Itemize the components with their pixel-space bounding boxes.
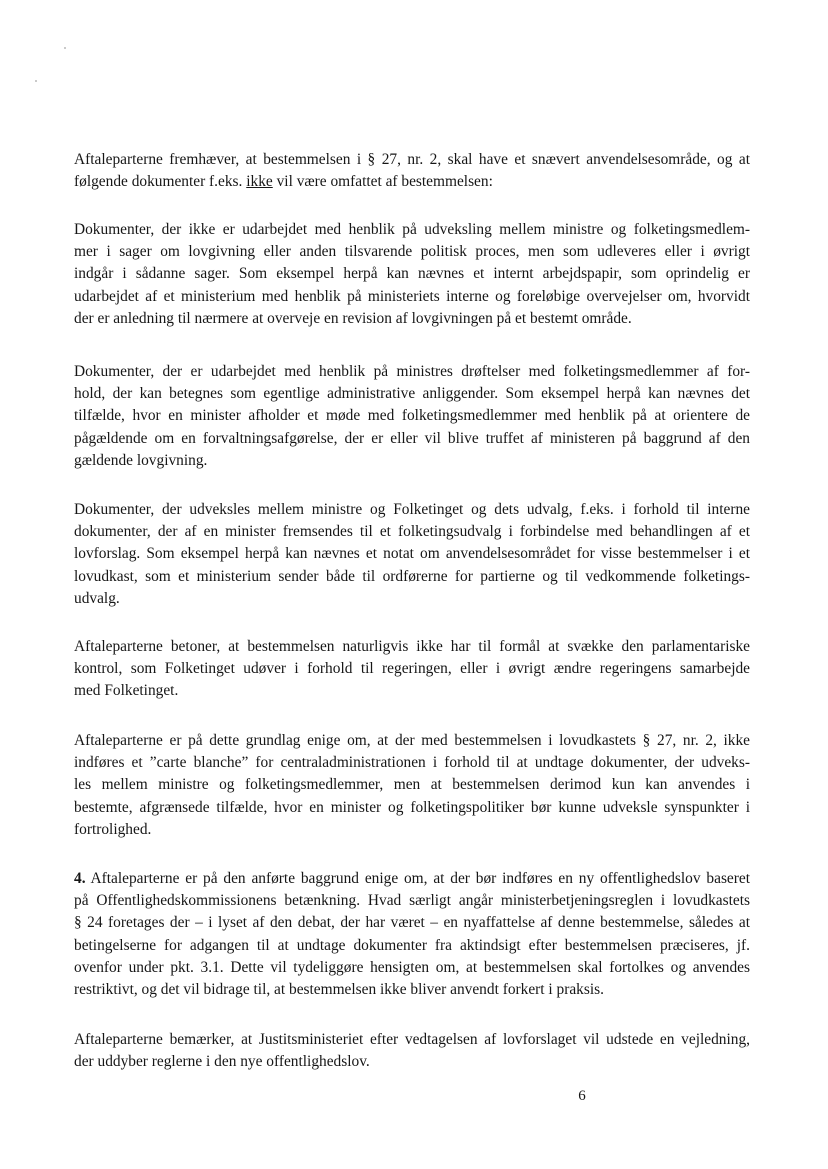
text-run: der er anledning til nærmere at overveje en revision af lovgivningen på et bestemt område. [74, 309, 632, 327]
text-line [74, 680, 750, 702]
text-line [74, 219, 750, 241]
underlined-text: ikke [246, 173, 273, 191]
text-line [74, 1029, 750, 1051]
text-line [74, 428, 750, 450]
text-run: bestemte, afgrænsede tilfælde, hvor en minister og folketingspolitiker bør kunne udveksle synspunkter i [74, 798, 750, 816]
text-run: lovudkast, som et ministerium sender både til ordførerne for partierne og til vedkommende folketings- [74, 567, 750, 585]
text-run: mer i sager om lovgivning eller anden tilsvarende politisk proces, men som udleveres eller i øvrigt [74, 243, 750, 261]
text-run: gældende lovgivning. [74, 451, 208, 469]
text-run: indføres et ”carte blanche” for centraladministrationen i forhold til at undtage dokumenter, der udveks- [74, 754, 750, 772]
text-run: Aftaleparterne er på dette grundlag enige om, at der med bestemmelsen i lovudkastets § 27, nr. 2, ikke [74, 732, 750, 749]
text-line [74, 543, 750, 565]
text-line [74, 730, 750, 752]
text-line [74, 1051, 750, 1073]
paragraph [74, 636, 750, 703]
text-run: Aftaleparterne fremhæver, at bestemmelsen i § 27, nr. 2, skal have et snævert anvendelsesområde, og at [74, 151, 750, 168]
text-line [74, 149, 750, 171]
text-run: hold, der kan betegnes som egentlige administrative anliggender. Som eksempel herpå kan nævnes det [74, 385, 750, 403]
text-run: Dokumenter, der udveksles mellem ministre og Folketinget og dets udvalg, f.eks. i forhold til interne [74, 501, 750, 518]
text-run: restriktivt, og det vil bidrage til, at bestemmelsen ikke bliver anvendt forkert i praksis. [74, 981, 604, 999]
text-line [74, 450, 750, 472]
text-line [74, 752, 750, 774]
text-line [74, 566, 750, 588]
text-run: dokumenter, der af en minister fremsendes til et folketingsudvalg i forbindelse med behandlingen af et [74, 523, 750, 541]
text-line [74, 868, 750, 890]
page-number: 6 [578, 1088, 586, 1104]
text-run: Aftaleparterne bemærker, at Justitsministeriet efter vedtagelsen af lovforslaget vil udstede en vejledning, [74, 1031, 750, 1048]
text-line [74, 912, 750, 934]
paragraph [74, 1029, 750, 1073]
text-run: udarbejdet af et ministerium med henblik på ministeriets interne og foreløbige overvejelser om, hvorvidt [74, 287, 750, 305]
scan-speck [35, 80, 37, 82]
text-line [74, 957, 750, 979]
text-line [74, 308, 750, 330]
text-line [74, 263, 750, 285]
text-run: § 24 foretages der – i lyset af den debat, der har været – en nyaffattelse af denne bestemmelse, således at [74, 914, 750, 932]
text-line [74, 405, 750, 427]
text-line [74, 499, 750, 521]
paragraph [74, 499, 750, 610]
text-line [74, 797, 750, 819]
text-run: betingelserne for adgangen til at undtage dokumenter fra aktindsigt efter bestemmelsen præciseres, jf. [74, 936, 750, 954]
paragraph [74, 730, 750, 841]
text-line [74, 361, 750, 383]
paragraph [74, 219, 750, 330]
text-run: tilfælde, hvor en minister afholder et møde med folketingsmedlemmer med henblik på at orientere de [74, 407, 750, 425]
text-run: følgende dokumenter f.eks. [74, 173, 247, 191]
text-line [74, 286, 750, 308]
text-line [74, 636, 750, 658]
paragraph [74, 868, 750, 1001]
text-line [74, 774, 750, 796]
paragraph [74, 361, 750, 472]
text-run: udvalg. [74, 589, 120, 607]
text-run: Aftaleparterne betoner, at bestemmelsen naturligvis ikke har til formål at svække den parlamentariske [74, 638, 750, 655]
text-run: med Folketinget. [74, 682, 179, 700]
text-run: lovforslag. Som eksempel herpå kan nævnes et notat om anvendelsesområdet for visse bestemmelser i et [74, 545, 750, 563]
text-line [74, 979, 750, 1001]
text-run: på Offentlighedskommissionens betænkning. Hvad særligt angår ministerbetjeningsreglen i lovudkastets [74, 892, 750, 910]
text-line [74, 588, 750, 610]
text-run: Dokumenter, der ikke er udarbejdet med henblik på udveksling mellem ministre og folketingsmedlem- [74, 221, 750, 238]
text-line [74, 658, 750, 680]
text-run: kontrol, som Folketinget udøver i forhold til regeringen, eller i øvrigt ændre regeringens samarbejde [74, 660, 750, 678]
text-run: Aftaleparterne er på den anførte baggrund enige om, at der bør indføres en ny offentlighedslov baseret [85, 870, 750, 887]
text-run: ovenfor under pkt. 3.1. Dette vil tydeliggøre hensigten om, at bestemmelsen skal fortolkes og anvendes [74, 958, 750, 976]
text-run: les mellem ministre og folketingsmedlemmer, men at bestemmelsen derimod kun kan anvendes i [74, 776, 750, 794]
text-line [74, 241, 750, 263]
text-run: indgår i sådanne sager. Som eksempel herpå kan nævnes et internt arbejdspapir, som oprindelig er [74, 265, 750, 283]
text-run: fortrolighed. [74, 820, 152, 838]
text-run: der uddyber reglerne i den nye offentlighedslov. [74, 1053, 370, 1071]
scan-speck [64, 47, 66, 49]
text-line [74, 521, 750, 543]
text-line [74, 171, 750, 193]
text-line [74, 383, 750, 405]
text-run: pågældende om en forvaltningsafgørelse, der er eller vil blive truffet af ministeren på baggrund af den [74, 429, 750, 447]
text-line [74, 890, 750, 912]
text-run: Dokumenter, der er udarbejdet med henblik på ministres drøftelser med folketingsmedlemmer af for- [74, 363, 750, 380]
bold-text: 4. [74, 870, 86, 887]
text-line [74, 819, 750, 841]
paragraph [74, 149, 750, 193]
text-line [74, 935, 750, 957]
text-run: vil være omfattet af bestemmelsen: [272, 173, 493, 191]
